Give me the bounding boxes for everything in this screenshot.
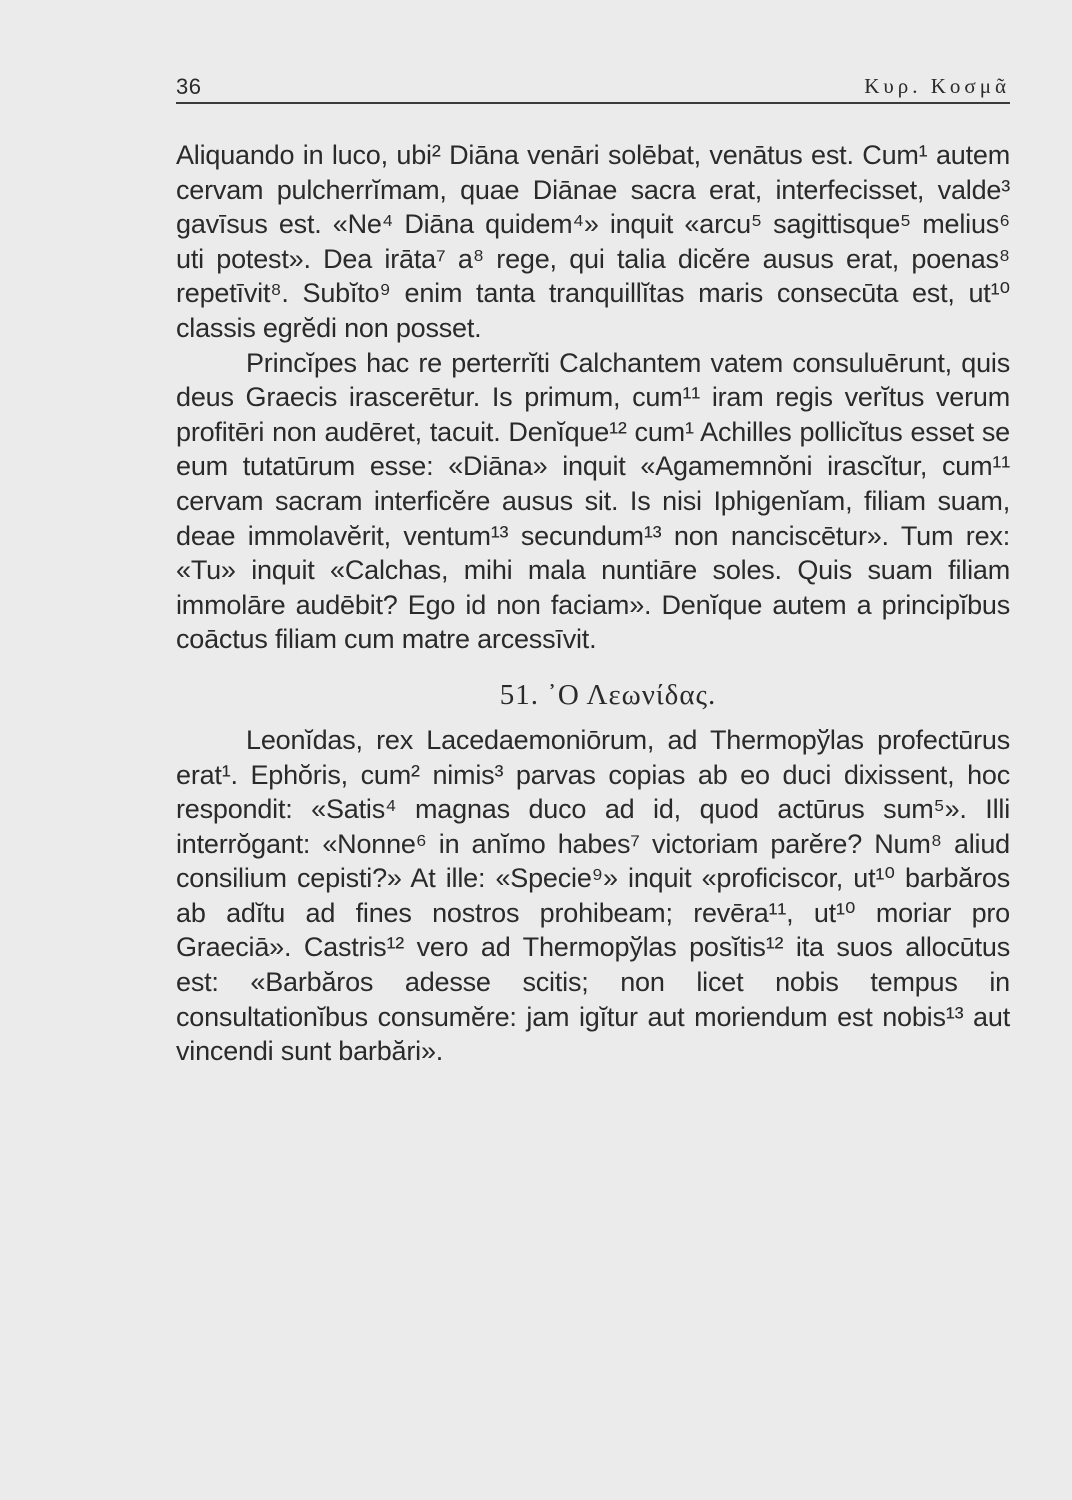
paragraph-leonidas: Leonĭdas, rex Lacedaemoniōrum, ad Thermopўlas profectūrus erat¹. Ephŏris, cum² nimis³ parvas copias ab eo duci dixissent, hoc respondit: «Satis⁴ magnas duco ad id, quod actūrus sum⁵». Illi interrŏgant: «Nonne⁶ in anĭmo habes⁷ victoriam parĕre? Num⁸ aliud consilium cepisti?» At ille: «Specie⁹» inquit «proficiscor, ut¹⁰ barbăros ab adĭtu ad fines nostros prohibeam; revēra¹¹, ut¹⁰ moriar pro Graeciā». Castris¹² vero ad Thermopўlas posĭtis¹² ita suos allocūtus est: «Barbăros adesse scitis; non licet nobis tempus in consultationĭbus consumĕre: jam igĭtur aut moriendum est nobis¹³ aut vincendi sunt barbări». bbox=[176, 724, 1010, 1067]
body-text bbox=[176, 138, 1010, 1069]
running-head bbox=[176, 72, 1010, 104]
running-title: Κυρ. Κοσμᾶ bbox=[864, 74, 1010, 98]
page-number: 36 bbox=[176, 74, 202, 99]
paragraph-calchas: Princĭpes hac re perterrĭti Calchantem vatem consuluērunt, quis deus Graecis irascerētur. Is primum, cum¹¹ iram regis verĭtus verum profitēri non audēret, tacuit. Denĭque¹² cum¹ Achilles pollicĭtus esset se eum tutatūrum esse: «Diāna» inquit «Agamemnŏni irascĭtur, cum¹¹ cervam sacram interficĕre ausus sit. Is nisi Iphigenĭam, filiam suam, deae immolavĕrit, ventum¹³ secundum¹³ non nanciscētur». Tum rex: «Tu» inquit «Calchas, mihi mala nuntiāre soles. Quis suam filiam immolāre audēbit? Ego id non faciam». Denĭque autem a principĭbus coāctus filiam cum matre arcessīvit. bbox=[176, 347, 1010, 655]
section-heading: 51. ᾿Ο Λεωνίδας. bbox=[499, 678, 717, 711]
paragraph-diana-hunt: Aliquando in luco, ubi² Diāna venāri solēbat, venātus est. Cum¹ autem cervam pulcherrĭmam, quae Diānae sacra erat, interfecisset, valde³ gavīsus est. «Ne⁴ Diāna quidem⁴» inquit «arcu⁵ sagittisque⁵ melius⁶ uti potest». Dea irāta⁷ a⁸ rege, qui talia dicĕre ausus erat, poenas⁸ repetīvit⁸. Subĭto⁹ enim tanta tranquillĭtas maris consecūta est, ut¹⁰ classis egrĕdi non posset. bbox=[176, 140, 1010, 343]
